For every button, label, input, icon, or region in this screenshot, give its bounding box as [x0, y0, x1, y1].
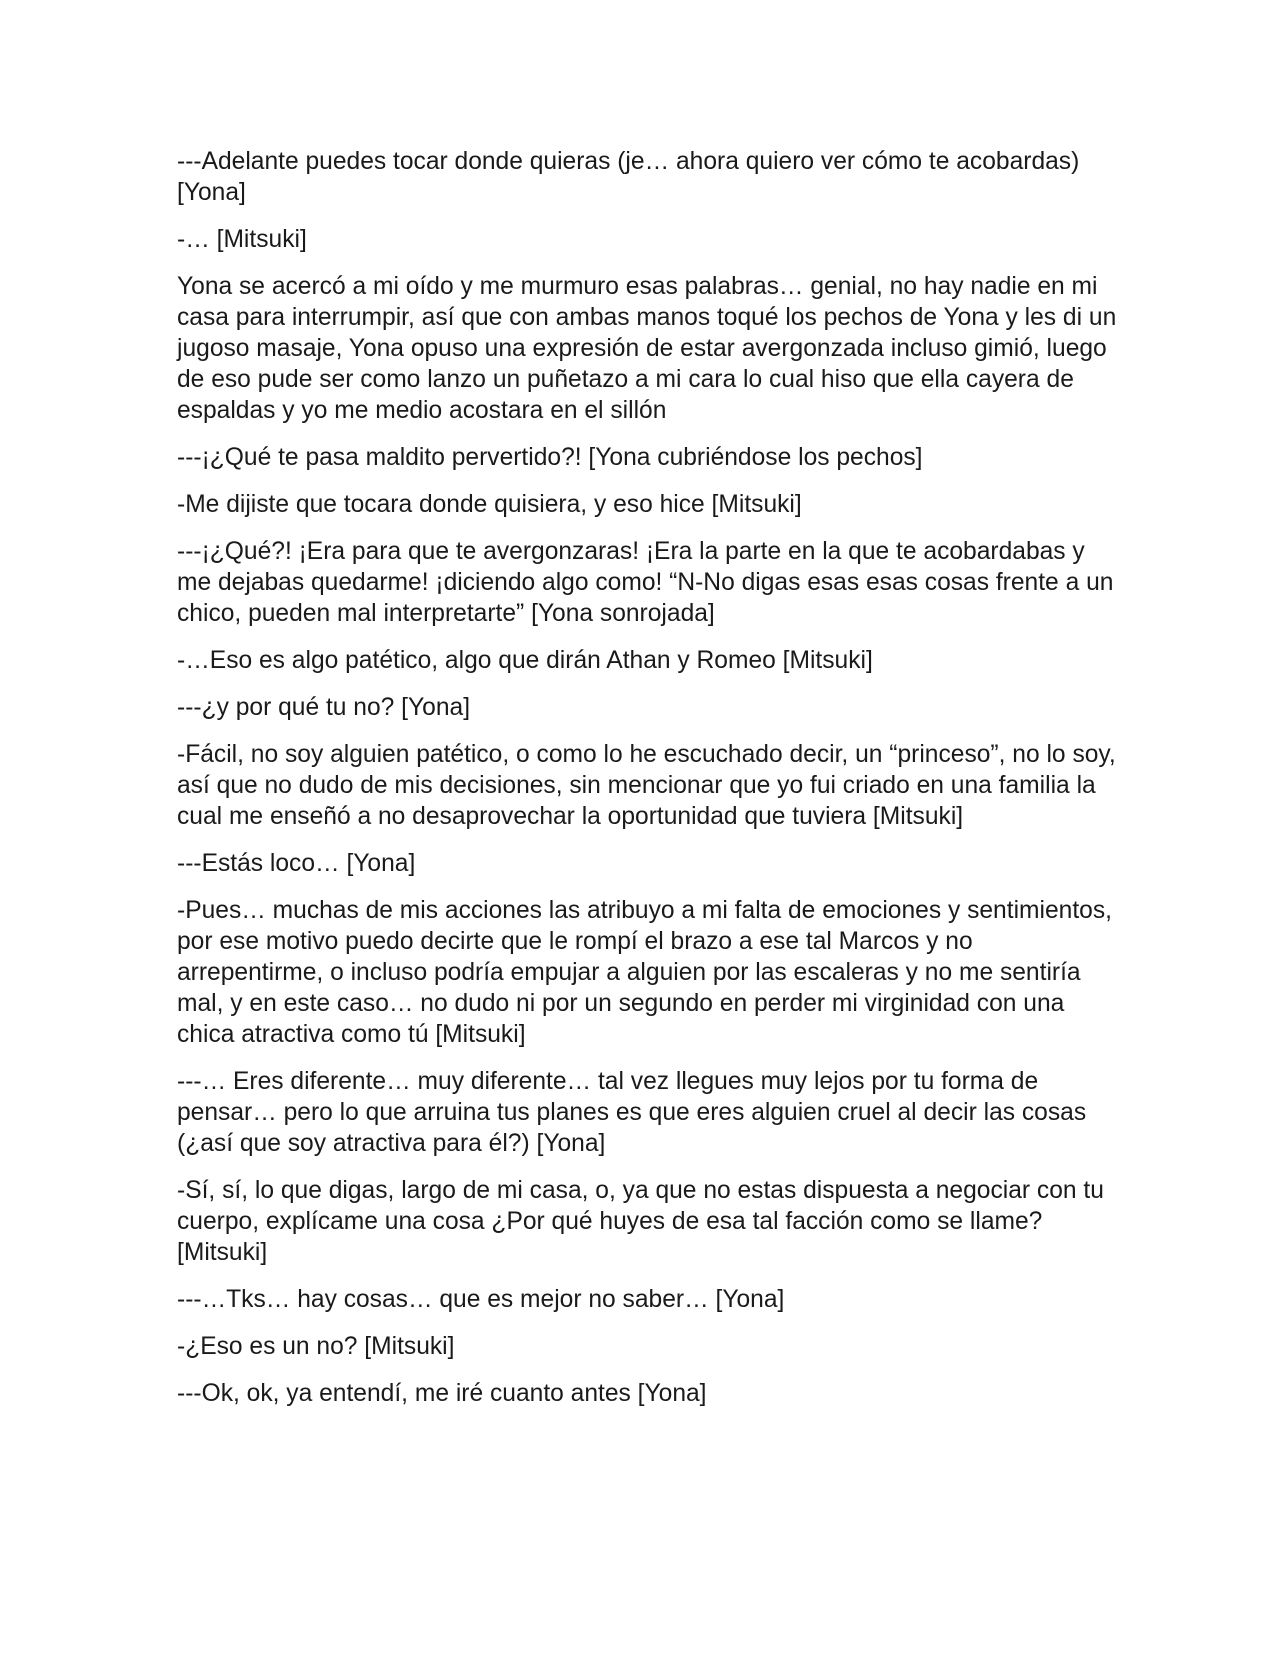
- paragraph-2: -… [Mitsuki]: [177, 226, 307, 253]
- paragraph-4: ---¡¿Qué te pasa maldito pervertido?! [Yona cubriéndose los pechos]: [177, 444, 923, 471]
- paragraph-9: -Fácil, no soy alguien patético, o como lo he escuchado decir, un “princeso”, no lo soy, así que no dudo de mis decisiones, sin mencionar que yo fui criado en una familia la cual me enseñó a no desaprovechar la oportunidad que tuviera [Mitsuki]: [177, 741, 1116, 830]
- paragraph-8: ---¿y por qué tu no? [Yona]: [177, 694, 471, 721]
- paragraph-12: ---… Eres diferente… muy diferente… tal vez llegues muy lejos por tu forma de pensar… pero lo que arruina tus planes es que eres alguien cruel al decir las cosas (¿así que soy atractiva para él?) [Yona]: [177, 1068, 1087, 1157]
- paragraph-1: ---Adelante puedes tocar donde quieras (je… ahora quiero ver cómo te acobardas) [Yona]: [177, 148, 1080, 206]
- paragraph-16: ---Ok, ok, ya entendí, me iré cuanto antes [Yona]: [177, 1380, 707, 1407]
- paragraph-6: ---¡¿Qué?! ¡Era para que te avergonzaras! ¡Era la parte en la que te acobardabas y me dejabas quedarme! ¡diciendo algo como! “N-No digas esas esas cosas frente a un chico, pueden mal interpretarte” [Yona sonrojada]: [177, 538, 1114, 627]
- paragraph-7: -…Eso es algo patético, algo que dirán Athan y Romeo [Mitsuki]: [177, 647, 873, 674]
- paragraph-11: -Pues… muchas de mis acciones las atribuyo a mi falta de emociones y sentimientos, por ese motivo puedo decirte que le rompí el brazo a ese tal Marcos y no arrepentirme, o incluso podría empujar a alguien por las escaleras y no me sentiría mal, y en este caso… no dudo ni por un segundo en perder mi virginidad con una chica atractiva como tú [Mitsuki]: [177, 897, 1112, 1048]
- paragraph-15: -¿Eso es un no? [Mitsuki]: [177, 1333, 455, 1360]
- paragraph-13: -Sí, sí, lo que digas, largo de mi casa, o, ya que no estas dispuesta a negociar con tu cuerpo, explícame una cosa ¿Por qué huyes de esa tal facción como se llame? [Mitsuki]: [177, 1177, 1104, 1266]
- paragraph-5: -Me dijiste que tocara donde quisiera, y eso hice [Mitsuki]: [177, 491, 802, 518]
- paragraph-3: Yona se acercó a mi oído y me murmuro esas palabras… genial, no hay nadie en mi casa para interrumpir, así que con ambas manos toqué los pechos de Yona y les di un jugoso masaje, Yona opuso una expresión de estar avergonzada incluso gimió, luego de eso pude ser como lanzo un puñetazo a mi cara lo cual hiso que ella cayera de espaldas y yo me medio acostara en el sillón: [177, 273, 1117, 424]
- paragraph-14: ---…Tks… hay cosas… que es mejor no saber… [Yona]: [177, 1286, 785, 1313]
- document-body: [177, 146, 1117, 1425]
- paragraph-10: ---Estás loco… [Yona]: [177, 850, 416, 877]
